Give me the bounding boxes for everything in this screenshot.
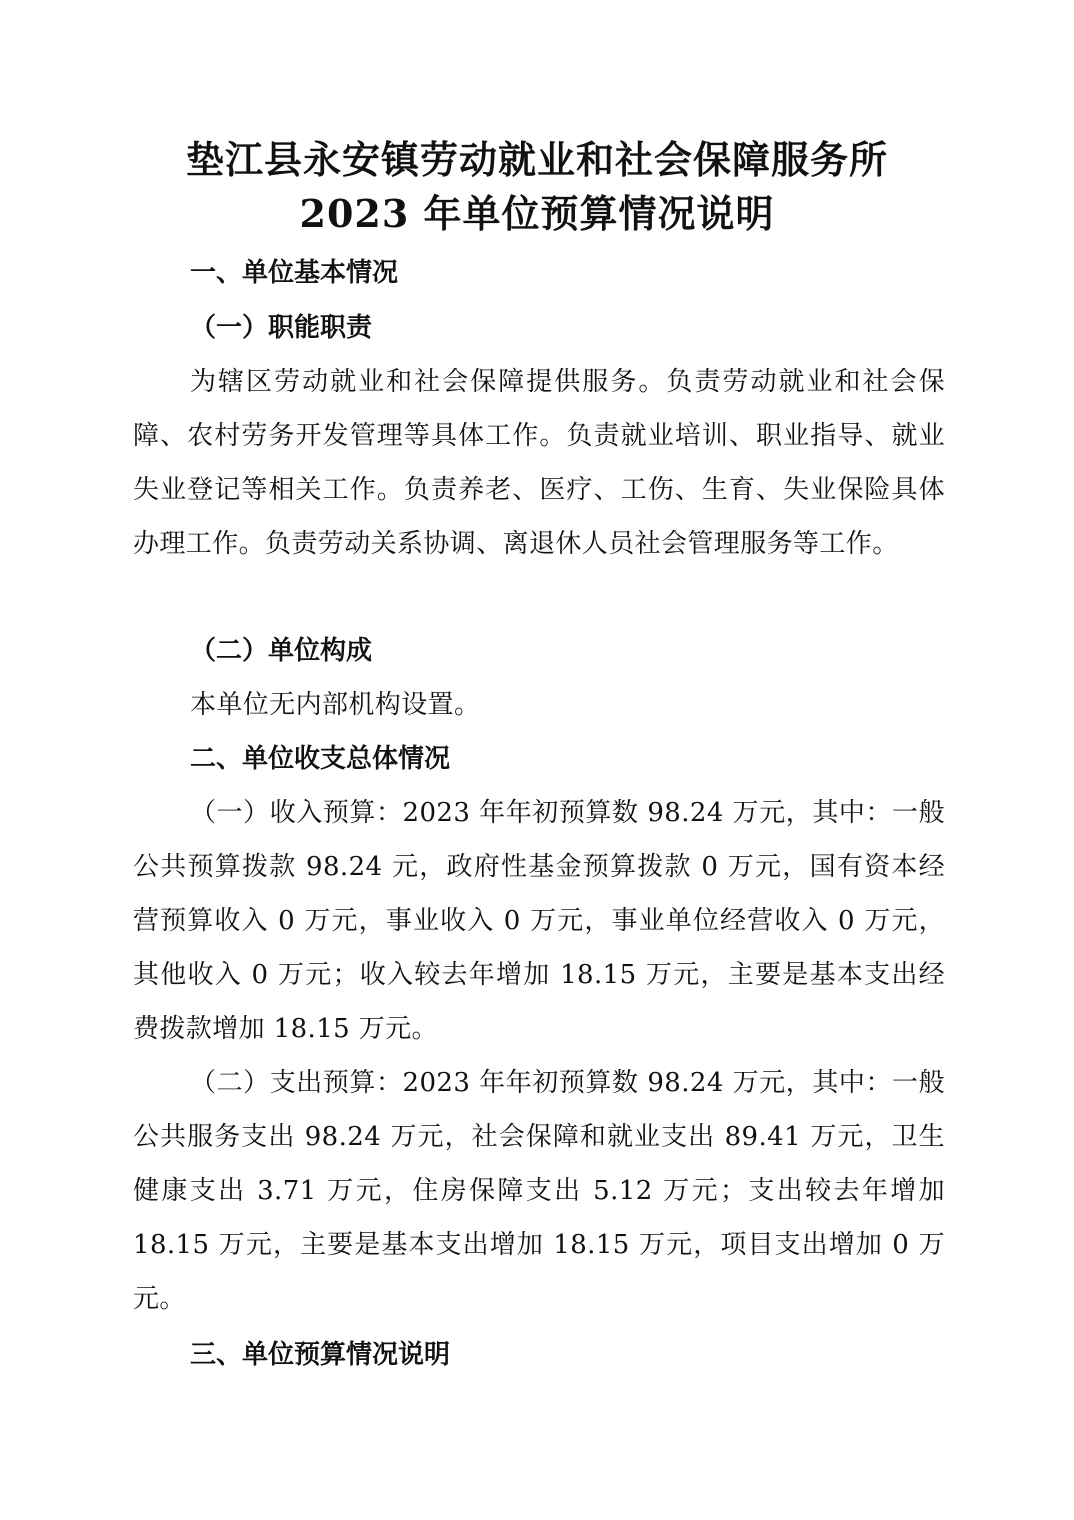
- section2-heading: 二、单位收支总体情况: [190, 744, 451, 774]
- section3-heading: 三、单位预算情况说明: [190, 1340, 451, 1370]
- section1-heading: 一、单位基本情况: [190, 258, 399, 288]
- section1-sub1-text: 为辖区劳动就业和社会保障提供服务。负责劳动就业和社会保障、农村劳务开发管理等具体工作。负责就业培训、职业指导、就业失业登记等相关工作。负责养老、医疗、工伤、生育、失业保险具体办理工作。负责劳动关系协调、离退休人员社会管理服务等工作。: [133, 367, 945, 559]
- document-title-line2: 2023 年单位预算情况说明: [299, 191, 775, 236]
- document-title-line1: 垫江县永安镇劳动就业和社会保障服务所: [185, 137, 888, 182]
- section2-income-text: （一）收入预算：2023 年年初预算数 98.24 万元，其中：一般公共预算拨款 98.24 元，政府性基金预算拨款 0 万元，国有资本经营预算收入 0 万元，事业收入 0 万元，事业单位经营收入 0 万元，其他收入 0 万元；收入较去年增加 18.15 万元，主要是基本支出经费拨款增加 18.15 万元。: [133, 798, 945, 1044]
- section1-sub1-heading: （一）职能职责: [190, 313, 373, 343]
- section1-sub2-heading: （二）单位构成: [190, 636, 373, 666]
- section1-sub2-text: 本单位无内部机构设置。: [190, 690, 481, 720]
- section2-expense-text: （二）支出预算：2023 年年初预算数 98.24 万元，其中：一般公共服务支出 98.24 万元，社会保障和就业支出 89.41 万元，卫生健康支出 3.71 万元，住房保障支出 5.12 万元；支出较去年增加 18.15 万元，主要是基本支出增加 18.15 万元，项目支出增加 0 万元。: [133, 1068, 945, 1314]
